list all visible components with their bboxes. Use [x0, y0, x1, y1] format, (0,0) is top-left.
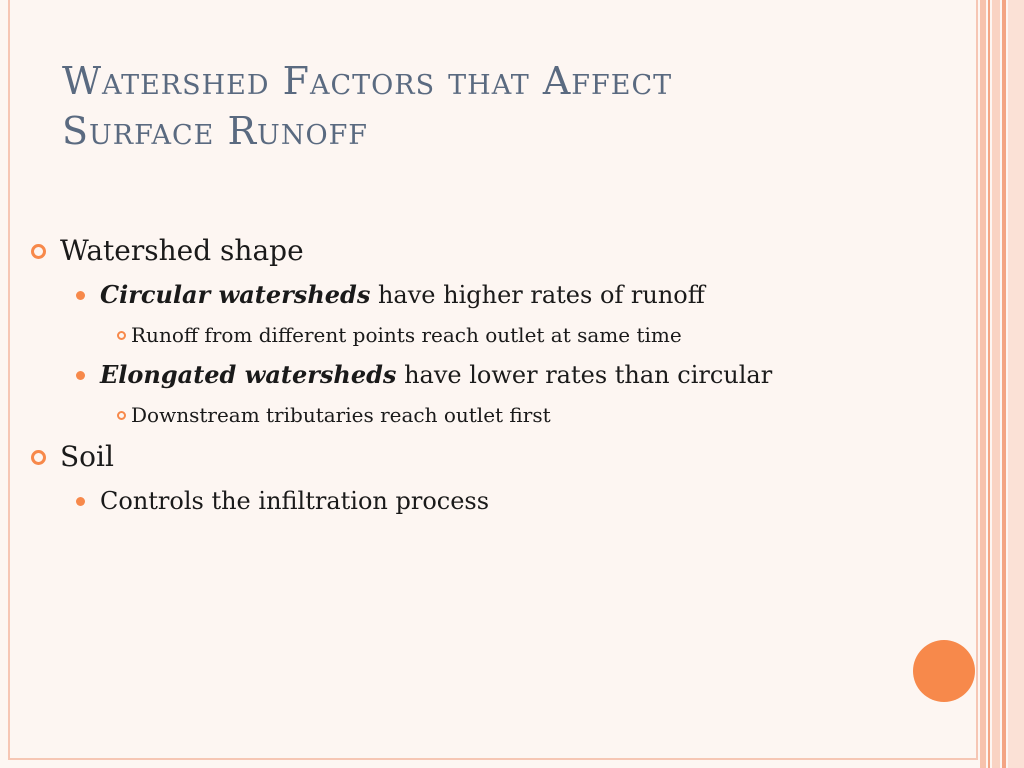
- bullet-small-ring-icon: [117, 411, 126, 420]
- slide-title: [62, 56, 942, 156]
- bullet-text: Controls the infiltration process: [100, 487, 490, 515]
- bullet-soil-sub: [30, 480, 930, 522]
- decorative-stripe: [980, 0, 986, 768]
- slide-content: [30, 228, 930, 522]
- bullet-text: Soil: [60, 440, 114, 473]
- bullet-circular: [30, 274, 930, 316]
- decorative-stripe: [1002, 0, 1006, 768]
- bullet-elongated-sub: [30, 396, 930, 434]
- bullet-emphasis: Circular watersheds: [100, 280, 371, 309]
- decorative-circle: [913, 640, 975, 702]
- bullet-small-ring-icon: [117, 331, 126, 340]
- bullet-circular-sub: [30, 316, 930, 354]
- bullet-text: Watershed shape: [60, 234, 304, 267]
- bullet-dot-icon: [76, 497, 85, 506]
- bullet-text: Runoff from different points reach outlet at same time: [131, 323, 682, 347]
- bullet-ring-icon: [31, 244, 46, 259]
- bullet-text: Downstream tributaries reach outlet first: [131, 403, 551, 427]
- bullet-elongated: [30, 354, 930, 396]
- bullet-text: have higher rates of runoff: [370, 281, 705, 309]
- bullet-watershed-shape: [30, 228, 930, 274]
- decorative-stripe: [1008, 0, 1024, 768]
- title-line-1: Watershed Factors that Affect: [62, 59, 673, 103]
- bullet-ring-icon: [31, 450, 46, 465]
- bullet-dot-icon: [76, 371, 85, 380]
- bullet-text: have lower rates than circular: [396, 361, 773, 389]
- decorative-stripe: [992, 0, 1000, 768]
- bullet-soil: [30, 434, 930, 480]
- decorative-stripe: [988, 0, 990, 768]
- title-line-2: Surface Runoff: [62, 109, 369, 153]
- bullet-dot-icon: [76, 291, 85, 300]
- bullet-emphasis: Elongated watersheds: [100, 360, 397, 389]
